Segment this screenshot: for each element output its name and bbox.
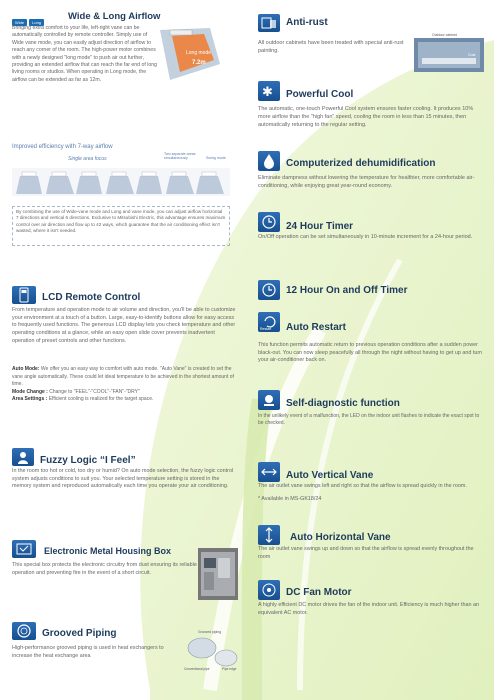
grooved-label-2: Conventional pipe: [184, 667, 210, 671]
anti-rust-body: All outdoor cabinets have been treated with special anti-rust painting.: [258, 40, 404, 54]
self-diagnostic-title: Self-diagnostic function: [286, 398, 400, 409]
24-hour-timer-title: 24 Hour Timer: [286, 221, 354, 232]
anti-rust-label-cabinet: Outdoor cabinet: [432, 33, 457, 37]
24-hour-timer-body: On/Off operation can be set simultaneously in 10-minute increment for a 24-hour period.: [258, 234, 473, 240]
12-hour-timer-icon: [258, 280, 280, 300]
fuzzy-logic-icon: [12, 448, 34, 466]
12-hour-timer-title: 12 Hour On and Off Timer: [286, 285, 408, 296]
efficiency-title: Improved efficiency with 7-way airflow: [12, 144, 113, 150]
mode-change-line: [12, 389, 236, 397]
auto-vertical-vane-icon: [258, 462, 280, 482]
svg-text:✱: ✱: [262, 85, 273, 100]
efficiency-label-two: Two separate areas simultaneously: [164, 152, 196, 160]
grooved-piping-diagram: [184, 628, 240, 672]
area-settings-label: Area Settings :: [12, 396, 48, 402]
dehumidification-icon: [258, 151, 280, 171]
auto-horizontal-vane-icon: [258, 525, 280, 545]
lcd-remote-body: From temperature and operation mode to air volume and direction, you'll be able to customize your environment at a touch of a button. Large, easy-to-identify buttons allow for easy access to frequently used functions. The generous LCD display lets you check temperature and other operating conditions at a glance, while an easy open slide cover prevents inadvertent operation of preset controls and other functions.: [12, 307, 236, 344]
powerful-cool-title: Powerful Cool: [286, 89, 354, 100]
auto-vertical-vane-title: Auto Vertical Vane: [286, 470, 374, 481]
dc-fan-body: A highly efficient DC motor drives the fan of the indoor unit. Efficiency is much higher than an equivalent AC motor.: [258, 602, 479, 616]
airflow-note-box: [12, 206, 230, 246]
wide-long-title: Wide & Long Airflow: [68, 11, 161, 22]
metal-housing-title: Electronic Metal Housing Box: [44, 546, 172, 556]
airflow-note: By combining the use of Wide-vane mode and Long and vane mode, you can adjust airflow horizontal 7 directions and vertical 6 directions. Exclusive to Mitsubishi Electric, this advantage ensures maximum control over air direction and flow up to 42 ways, which guarantee that the air conditioning effect isn't wasted, where it isn't needed.: [16, 209, 226, 234]
grooved-piping-icon: [12, 622, 36, 640]
lcd-remote-title: LCD Remote Control: [42, 292, 141, 303]
grooved-label-1: Grooved piping: [198, 630, 221, 634]
auto-horizontal-vane-title: Auto Horizontal Vane: [290, 532, 391, 543]
fuzzy-logic-body: In the room too hot or cold, too dry or humid? On auto mode selection, the fuzzy logic control system adjusts conditions to suit you. Your selected temperature setting is stored in the memory system and reproduced automatically each time you operate your air conditioning.: [12, 468, 234, 490]
metal-housing-body: This special box protects the electronic circuitry from dust ensuring its reliable operation and preventing fire in the event of a short circuit.: [12, 562, 197, 576]
self-diagnostic-icon: [258, 390, 280, 410]
fuzzy-logic-title: Fuzzy Logic “I Feel”: [40, 455, 136, 466]
anti-rust-icon: [258, 14, 280, 32]
mode-change-text: Change to "FEEL"-"COOL"-"FAN"-"DRY": [49, 388, 140, 395]
powerful-cool-body: The automatic, one-touch Powerful Cool system ensures faster cooling. It produces 10% more airflow than the "high fan" speed, cooling the room in less than 15 minutes, then automatically returning to the regular setting.: [258, 106, 474, 128]
dc-fan-title: DC Fan Motor: [286, 587, 352, 598]
airflow-efficiency-panel: [12, 144, 230, 198]
auto-mode-label: Auto Mode:: [12, 366, 40, 372]
grooved-piping-title: Grooved Piping: [42, 628, 117, 639]
lcd-remote-details: [12, 366, 236, 404]
dehumidification-body: Eliminate dampness without lowering the temperature for healthier, more comfortable air-conditioning, while enjoying great year-round economy.: [258, 175, 475, 189]
self-diagnostic-body: In the unlikely event of a malfunction, the LED on the indoor unit flashes to indicate the exact spot to be checked.: [258, 413, 480, 427]
auto-restart-icon: [258, 312, 280, 332]
grooved-piping-body: High-performance grooved piping is used in heat exchangers to increase the heat exchange area: [12, 645, 164, 659]
airflow-illustration: [150, 24, 234, 84]
auto-vertical-vane-body: The air outlet vane swings left and right so that the airflow is spread quickly in the room.: [258, 483, 467, 489]
airflow-label-long: Long mode: [186, 50, 212, 56]
anti-rust-illustration: [412, 30, 486, 74]
dehumidification-title: Computerized dehumidification: [286, 158, 436, 169]
efficiency-label-swing: Swing mode: [206, 156, 226, 160]
badge-wide: Wide: [12, 19, 27, 26]
grooved-label-3: Pipe edge: [222, 667, 237, 671]
24-hour-timer-icon: [258, 212, 280, 232]
anti-rust-title: Anti-rust: [286, 17, 328, 28]
auto-restart-body: This function permits automatic return to previous operation conditions after a sudden power black-out. You can now sleep peacefully all through the night without having to get up and turn your air-conditioner back on.: [258, 342, 483, 364]
anti-rust-label-coat: Coat: [468, 53, 476, 57]
lcd-remote-icon: [12, 286, 36, 304]
airflow-directions-strip: [12, 164, 230, 198]
auto-restart-title: Auto Restart: [286, 322, 347, 333]
dc-fan-icon: [258, 580, 280, 600]
powerful-cool-icon: [258, 81, 280, 101]
metal-housing-photo: [198, 548, 238, 600]
mode-change-label: Mode Change :: [12, 388, 48, 395]
auto-vertical-vane-note: * Available in MS-GK18/24: [258, 496, 322, 502]
wide-long-body: Bringing extra comfort to your life, left-right vane can be automatically controlled by remote controller. Simply use of Wide vane mode, you can easily adjust direction of airflow to reach any corner of the room. The high-power motor combines with a newly designed "long mode" to push air out further, providing an extended airflow that can reach the far end of long living rooms or studios. When operating in Long mode, the airflow can be extended as far as 12m.: [12, 25, 158, 83]
badge-long: Long: [29, 19, 44, 26]
auto-restart-icon-label: Restart: [260, 327, 272, 331]
efficiency-label-single: Single area focus: [68, 156, 107, 162]
auto-mode-text: We offer you an easy way to comfort with auto mode. "Auto Vane" is created to set the vane angle automatically. These could let ideal temperature to be achieved in the shortest amount of time.: [12, 366, 234, 387]
airflow-label-distance: 7.2m: [192, 60, 206, 66]
metal-housing-icon: [12, 540, 36, 558]
area-settings-line: [12, 396, 236, 404]
area-settings-text: Efficient cooling is realized for the target space.: [48, 396, 154, 402]
auto-horizontal-vane-body: The air outlet vane swings up and down so that the airflow is spread evenly throughout the room: [258, 546, 474, 560]
auto-mode-line: [12, 366, 236, 389]
